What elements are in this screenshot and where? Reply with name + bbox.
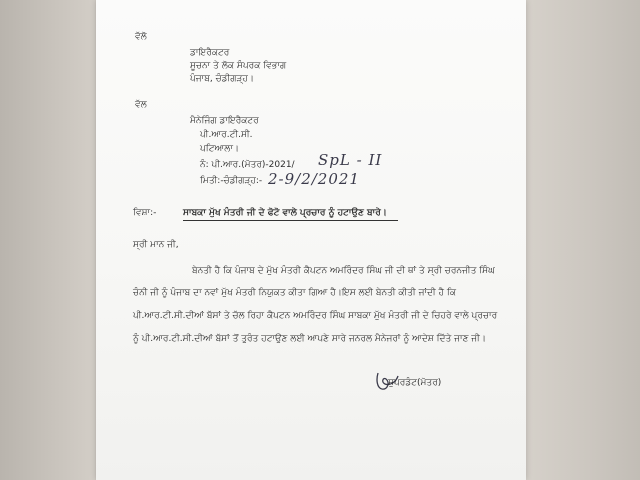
body-line-2: ਚੰਨੀ ਜੀ ਨੂੰ ਪੰਜਾਬ ਦਾ ਨਵਾਂ ਮੁੱਖ ਮੰਤਰੀ ਨਿਯੁਕਤ ਕੀਤਾ ਗਿਆ ਹੈ।ਇਸ ਲਈ ਬੇਨਤੀ ਕੀਤੀ ਜਾਂਦੀ ਹੈ ਕਿ bbox=[133, 288, 456, 298]
from-label: ਵੱਲੋ bbox=[135, 32, 147, 42]
subject-text: ਸਾਬਕਾ ਮੁੱਖ ਮੰਤਰੀ ਜੀ ਦੇ ਫੋਟੋ ਵਾਲੇ ਪ੍ਰਚਾਰ ਨੂੰ ਹਟਾਉਣ ਬਾਰੇ। bbox=[183, 208, 387, 218]
recipient-line-2: ਪੀ.ਆਰ.ਟੀ.ਸੀ. bbox=[200, 130, 253, 140]
to-label: ਵੱਲ bbox=[135, 100, 147, 110]
subject-label: ਵਿਸ਼ਾ:- bbox=[133, 208, 157, 218]
date-label: ਮਿਤੀ:-ਚੰਡੀਗੜ੍ਹ:- bbox=[200, 176, 263, 186]
subject-underline bbox=[183, 220, 398, 221]
salutation: ਸ੍ਰੀ ਮਾਨ ਜੀ, bbox=[133, 240, 179, 250]
recipient-line-3: ਪਟਿਆਲਾ। bbox=[200, 144, 239, 154]
reference-number: ਨੰ: ਪੀ.ਆਰ.(ਮੋਤਰ)-2021/ bbox=[200, 160, 295, 170]
reference-handwritten: SpL - II bbox=[318, 151, 383, 169]
background-left bbox=[0, 0, 95, 480]
signatory-title: ਸੁਪਰਡੰਟ(ਮੋਤਰ) bbox=[388, 378, 442, 388]
sender-line-3: ਪੰਜਾਬ, ਚੰਡੀਗੜ੍ਹ। bbox=[190, 74, 254, 84]
sender-line-2: ਸੂਚਨਾ ਤੇ ਲੋਕ ਸੰਪਰਕ ਵਿਭਾਗ bbox=[190, 61, 287, 71]
sender-line-1: ਡਾਇਰੈਕਟਰ bbox=[190, 48, 230, 58]
body-line-4: ਨੂੰ ਪੀ.ਆਰ.ਟੀ.ਸੀ.ਦੀਆਂ ਬੱਸਾਂ ਤੋਂ ਤੁਰੰਤ ਹਟਾਉਣ ਲਈ ਆਪਣੇ ਸਾਰੇ ਜਨਰਲ ਮੈਨੇਜਰਾਂ ਨੂੰ ਆਦੇਸ਼ ਦਿੱਤੇ ਜਾਣ ਜੀ। bbox=[133, 334, 486, 344]
date-handwritten: 2-9/2/2021 bbox=[268, 170, 360, 188]
body-line-3: ਪੀ.ਆਰ.ਟੀ.ਸੀ.ਦੀਆਂ ਬੱਸਾਂ ਤੇ ਚੱਲ ਰਿਹਾ ਕੈਪਟਨ ਅਮਰਿੰਦਰ ਸਿੰਘ ਸਾਬਕਾ ਮੁੱਖ ਮੰਤਰੀ ਜੀ ਦੇ ਚਿਹਰੇ ਵਾਲੇ ਪ੍ਰਚਾਰ bbox=[133, 311, 498, 321]
body-line-1: ਬੇਨਤੀ ਹੈ ਕਿ ਪੰਜਾਬ ਦੇ ਮੁੱਖ ਮੰਤਰੀ ਕੈਪਟਨ ਅਮਰਿੰਦਰ ਸਿੰਘ ਜੀ ਦੀ ਥਾਂ ਤੇ ਸ੍ਰੀ ਚਰਨਜੀਤ ਸਿੰਘ bbox=[192, 266, 495, 276]
background-right bbox=[525, 0, 640, 480]
recipient-line-1: ਮੈਨੇਜਿੰਗ ਡਾਇਰੈਕਟਰ bbox=[190, 116, 259, 126]
